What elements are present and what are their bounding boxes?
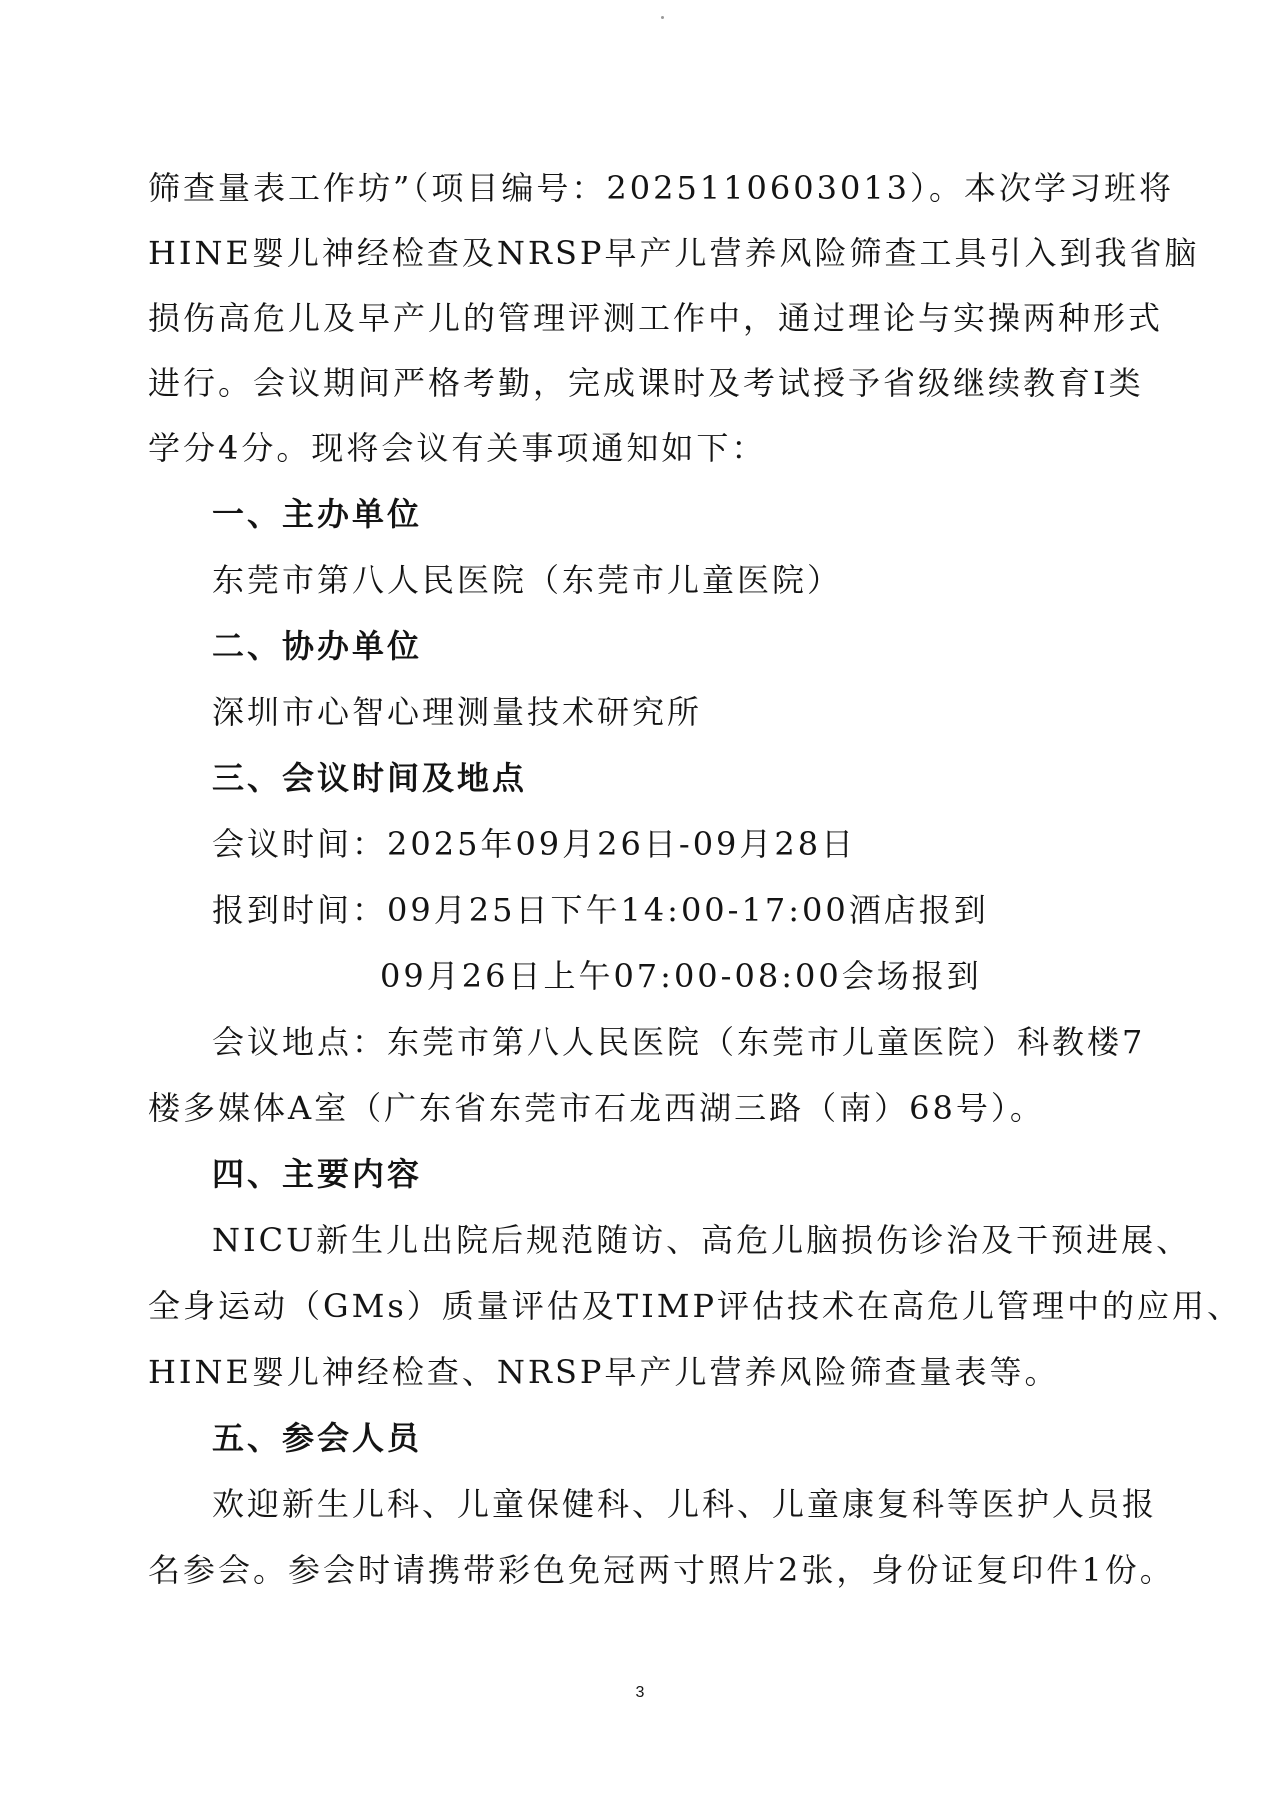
- intro-line: 筛查量表工作坊”（项目编号：2025110603013）。本次学习班将: [148, 169, 1175, 207]
- registration-time-2: 09月26日上午07:00-08:00会场报到: [380, 957, 982, 995]
- venue-line-1: 会议地点：东莞市第八人民医院（东莞市儿童医院）科教楼7: [212, 1023, 1146, 1061]
- registration-time-1: 报到时间：09月25日下午14:00-17:00酒店报到: [212, 891, 989, 929]
- intro-line: 损伤高危儿及早产儿的管理评测工作中，通过理论与实操两种形式: [148, 299, 1164, 337]
- organizer-text: 东莞市第八人民医院（东莞市儿童医院）: [212, 561, 843, 599]
- attendees-line: 欢迎新生儿科、儿童保健科、儿科、儿童康复科等医护人员报: [212, 1485, 1158, 1523]
- section-heading-content: 四、主要内容: [212, 1155, 423, 1193]
- co-organizer-text: 深圳市心智心理测量技术研究所: [212, 693, 703, 731]
- scan-speck: [661, 16, 664, 19]
- intro-line: 进行。会议期间严格考勤，完成课时及考试授予省级继续教育Ⅰ类: [148, 364, 1144, 402]
- section-heading-attendees: 五、参会人员: [212, 1419, 423, 1457]
- content-line: HINE婴儿神经检查、NRSP早产儿营养风险筛查量表等。: [148, 1353, 1060, 1391]
- section-heading-organizer: 一、主办单位: [212, 495, 423, 533]
- intro-line: 学分4分。现将会议有关事项通知如下：: [148, 429, 767, 467]
- venue-line-2: 楼多媒体A室（广东省东莞市石龙西湖三路（南）68号）。: [148, 1089, 1045, 1127]
- page-number: 3: [635, 1684, 645, 1701]
- meeting-time: 会议时间：2025年09月26日-09月28日: [212, 825, 857, 863]
- content-line: NICU新生儿出院后规范随访、高危儿脑损伤诊治及干预进展、: [212, 1221, 1192, 1259]
- attendees-line: 名参会。参会时请携带彩色免冠两寸照片2张，身份证复印件1份。: [148, 1551, 1175, 1589]
- intro-line: HINE婴儿神经检查及NRSP早产儿营养风险筛查工具引入到我省脑: [148, 234, 1200, 272]
- section-heading-time-place: 三、会议时间及地点: [212, 759, 528, 797]
- section-heading-co-organizer: 二、协办单位: [212, 627, 423, 665]
- content-line: 全身运动（GMs）质量评估及TIMP评估技术在高危儿管理中的应用、: [148, 1287, 1243, 1325]
